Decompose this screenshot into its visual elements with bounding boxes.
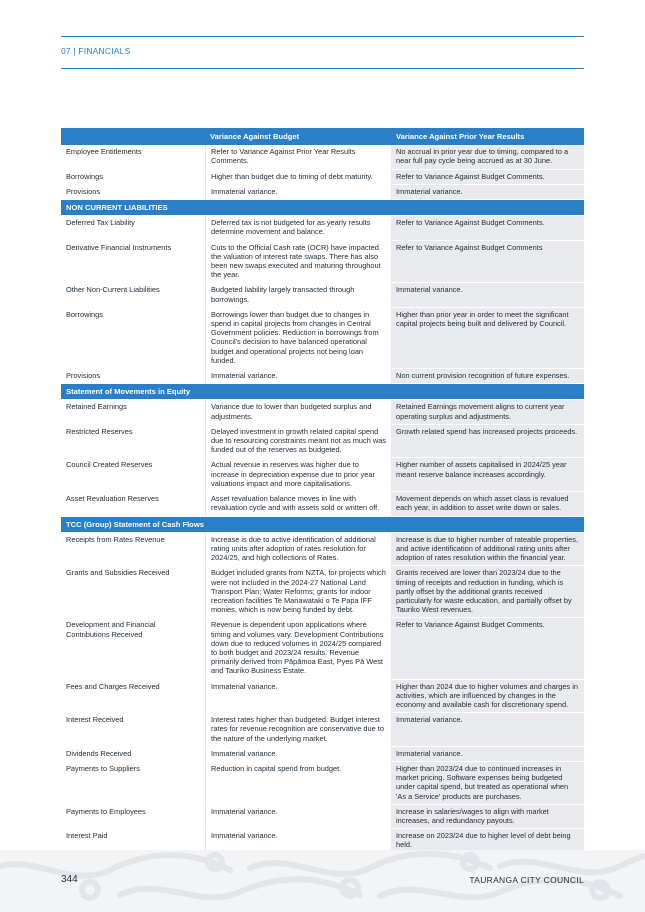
section-heading: Statement of Movements in Equity bbox=[61, 384, 584, 400]
prior-year-variance-cell: Higher than prior year in order to meet the significant capital projects being built and delivered by Council. bbox=[391, 308, 584, 369]
prior-year-variance-cell: Refer to Variance Against Budget Comments. bbox=[391, 216, 584, 240]
line-item-cell: Fees and Charges Received bbox=[61, 680, 205, 714]
prior-year-variance-cell: Non current provision recognition of future expenses. bbox=[391, 369, 584, 384]
prior-year-variance-cell: Refer to Variance Against Budget Comments bbox=[391, 241, 584, 284]
table-row bbox=[61, 185, 584, 200]
prior-year-variance-cell: Higher than 2023/24 due to continued increases in market pricing. Software expenses being budgeted under capital spend, but treated as operational when 'As a Service' products are purchases. bbox=[391, 762, 584, 805]
table-row bbox=[61, 170, 584, 185]
line-item-cell: Receipts from Rates Revenue bbox=[61, 533, 205, 567]
section-heading: TCC (Group) Statement of Cash Flows bbox=[61, 517, 584, 533]
line-item-cell: Provisions bbox=[61, 369, 205, 384]
prior-year-variance-cell: Increase on 2023/24 due to higher level of debt being held. bbox=[391, 829, 584, 853]
prior-year-variance-cell: Retained Earnings movement aligns to current year operating surplus and adjustments. bbox=[391, 400, 584, 424]
table-row bbox=[61, 566, 584, 618]
line-item-cell: Payments to Suppliers bbox=[61, 762, 205, 805]
line-item-cell: Development and Financial Contributions Received bbox=[61, 618, 205, 679]
table-row bbox=[61, 618, 584, 679]
line-item-cell: Interest Paid bbox=[61, 829, 205, 853]
prior-year-variance-cell: Higher number of assets capitalised in 2024/25 year meant reserve balance increases accordingly. bbox=[391, 458, 584, 492]
budget-variance-cell: Immaterial variance. bbox=[205, 829, 391, 853]
table-row bbox=[61, 533, 584, 567]
budget-variance-cell: Revenue is dependent upon applications where timing and volumes vary. Development Contributions down due to reduced volumes in 2024/25 compared to both budget and 2023/24 results. Revenue primarily derived from Pāpāmoa East, Pyes Pā West and Tauriko Business Estate. bbox=[205, 618, 391, 679]
budget-variance-cell: Borrowings lower than budget due to changes in spend in capital projects from changes in Central Government policies. Reduction in borrowings from Council's decision to have balanced operational budget and operational projects not being loan funded. bbox=[205, 308, 391, 369]
prior-year-variance-cell: No accrual in prior year due to timing, compared to a near full pay cycle being accrued as at 30 June. bbox=[391, 145, 584, 169]
table-body bbox=[61, 145, 584, 853]
header-top-rule bbox=[61, 36, 584, 37]
prior-year-variance-cell: Increase is due to higher number of rateable properties, and active identification of additional rating units after adoption of rates resolution within the financial year. bbox=[391, 533, 584, 567]
prior-year-variance-cell: Increase in salaries/wages to align with market increases, and redundancy payouts. bbox=[391, 805, 584, 829]
budget-variance-cell: Higher than budget due to timing of debt maturity. bbox=[205, 170, 391, 185]
line-item-cell: Employee Entitlements bbox=[61, 145, 205, 169]
line-item-cell: Asset Revaluation Reserves bbox=[61, 492, 205, 516]
budget-variance-cell: Immaterial variance. bbox=[205, 747, 391, 762]
line-item-cell: Council Created Reserves bbox=[61, 458, 205, 492]
budget-variance-cell: Reduction in capital spend from budget. bbox=[205, 762, 391, 805]
budget-variance-cell: Immaterial variance. bbox=[205, 680, 391, 714]
budget-variance-cell: Variance due to lower than budgeted surplus and adjustments. bbox=[205, 400, 391, 424]
prior-year-variance-cell: Higher than 2024 due to higher volumes and charges in activities, which are influenced by changes in the economy and available cash for discretionary spend. bbox=[391, 680, 584, 714]
budget-variance-cell: Increase is due to active identification of additional rating units after adoption of rates resolution for 2024/25, and high collections of Rates. bbox=[205, 533, 391, 567]
budget-variance-cell: Asset revaluation balance moves in line with revaluation cycle and with assets sold or written off. bbox=[205, 492, 391, 516]
table-row bbox=[61, 425, 584, 459]
header-cell-item bbox=[61, 128, 205, 145]
line-item-cell: Borrowings bbox=[61, 170, 205, 185]
table-row bbox=[61, 713, 584, 747]
prior-year-variance-cell: Refer to Variance Against Budget Comments. bbox=[391, 170, 584, 185]
budget-variance-cell: Budget included grants from NZTA, for projects which were not included in the 2024-27 National Land Transport Plan; Water Reforms; grants for indoor recreation facilities Te Manawataki o Te Papa IFF monies, which is now being funded by debt. bbox=[205, 566, 391, 618]
line-item-cell: Payments to Employees bbox=[61, 805, 205, 829]
table-row bbox=[61, 241, 584, 284]
prior-year-variance-cell: Growth related spend has increased projects proceeds. bbox=[391, 425, 584, 459]
table-row bbox=[61, 492, 584, 516]
line-item-cell: Dividends Received bbox=[61, 747, 205, 762]
table-row bbox=[61, 308, 584, 369]
budget-variance-cell: Actual revenue in reserves was higher due to increase in depreciation expense due to prior year valuations impact and more capitalisations. bbox=[205, 458, 391, 492]
line-item-cell: Other Non-Current Liabilities bbox=[61, 283, 205, 307]
table-row bbox=[61, 805, 584, 829]
budget-variance-cell: Interest rates higher than budgeted. Budget interest rates for revenue recognition are conservative due to the nature of the underlying market. bbox=[205, 713, 391, 747]
section-heading-row bbox=[61, 200, 584, 216]
line-item-cell: Derivative Financial Instruments bbox=[61, 241, 205, 284]
table-row bbox=[61, 458, 584, 492]
table-row bbox=[61, 369, 584, 384]
section-label: 07 | FINANCIALS bbox=[61, 46, 131, 56]
section-heading: NON CURRENT LIABILITIES bbox=[61, 200, 584, 216]
table-header-row bbox=[61, 128, 584, 145]
line-item-cell: Provisions bbox=[61, 185, 205, 200]
budget-variance-cell: Immaterial variance. bbox=[205, 185, 391, 200]
table-row bbox=[61, 680, 584, 714]
header-cell-budget: Variance Against Budget bbox=[205, 128, 391, 145]
table-row bbox=[61, 283, 584, 307]
table-row bbox=[61, 400, 584, 424]
budget-variance-cell: Budgeted liability largely transacted through borrowings. bbox=[205, 283, 391, 307]
prior-year-variance-cell: Refer to Variance Against Budget Comments. bbox=[391, 618, 584, 679]
organisation-name: TAURANGA CITY COUNCIL bbox=[469, 875, 584, 885]
section-heading-row bbox=[61, 517, 584, 533]
table-row bbox=[61, 762, 584, 805]
budget-variance-cell: Delayed investment in growth related capital spend due to resourcing constraints meant not as much was funded out of the reserves as budgeted. bbox=[205, 425, 391, 459]
prior-year-variance-cell: Immaterial variance. bbox=[391, 283, 584, 307]
page-number: 344 bbox=[61, 874, 78, 885]
prior-year-variance-cell: Movement depends on which asset class is revalued each year, in addition to asset write down or sales. bbox=[391, 492, 584, 516]
section-heading-row bbox=[61, 384, 584, 400]
prior-year-variance-cell: Immaterial variance. bbox=[391, 185, 584, 200]
line-item-cell: Grants and Subsidies Received bbox=[61, 566, 205, 618]
budget-variance-cell: Cuts to the Official Cash rate (OCR) have impacted the valuation of interest rate swaps. There has also been new swaps executed and maturing throughout the year. bbox=[205, 241, 391, 284]
line-item-cell: Restricted Reserves bbox=[61, 425, 205, 459]
line-item-cell: Borrowings bbox=[61, 308, 205, 369]
prior-year-variance-cell: Immaterial variance. bbox=[391, 713, 584, 747]
prior-year-variance-cell: Immaterial variance. bbox=[391, 747, 584, 762]
table-row bbox=[61, 145, 584, 169]
line-item-cell: Interest Received bbox=[61, 713, 205, 747]
header-bottom-rule bbox=[61, 68, 584, 69]
budget-variance-cell: Refer to Variance Against Prior Year Results Comments. bbox=[205, 145, 391, 169]
line-item-cell: Deferred Tax Liability bbox=[61, 216, 205, 240]
variance-table bbox=[61, 128, 584, 854]
budget-variance-cell: Immaterial variance. bbox=[205, 805, 391, 829]
line-item-cell: Retained Earnings bbox=[61, 400, 205, 424]
budget-variance-cell: Immaterial variance. bbox=[205, 369, 391, 384]
table-row bbox=[61, 216, 584, 240]
header-cell-prior-year: Variance Against Prior Year Results bbox=[391, 128, 584, 145]
prior-year-variance-cell: Grants received are lower than 2023/24 due to the timing of receipts and reduction in funding, which is partly offset by the additional grants received particularly for waste education, and partially offset by Tauriko West revenues. bbox=[391, 566, 584, 618]
budget-variance-cell: Deferred tax is not budgeted for as yearly results determine movement and balance. bbox=[205, 216, 391, 240]
table-row bbox=[61, 747, 584, 762]
